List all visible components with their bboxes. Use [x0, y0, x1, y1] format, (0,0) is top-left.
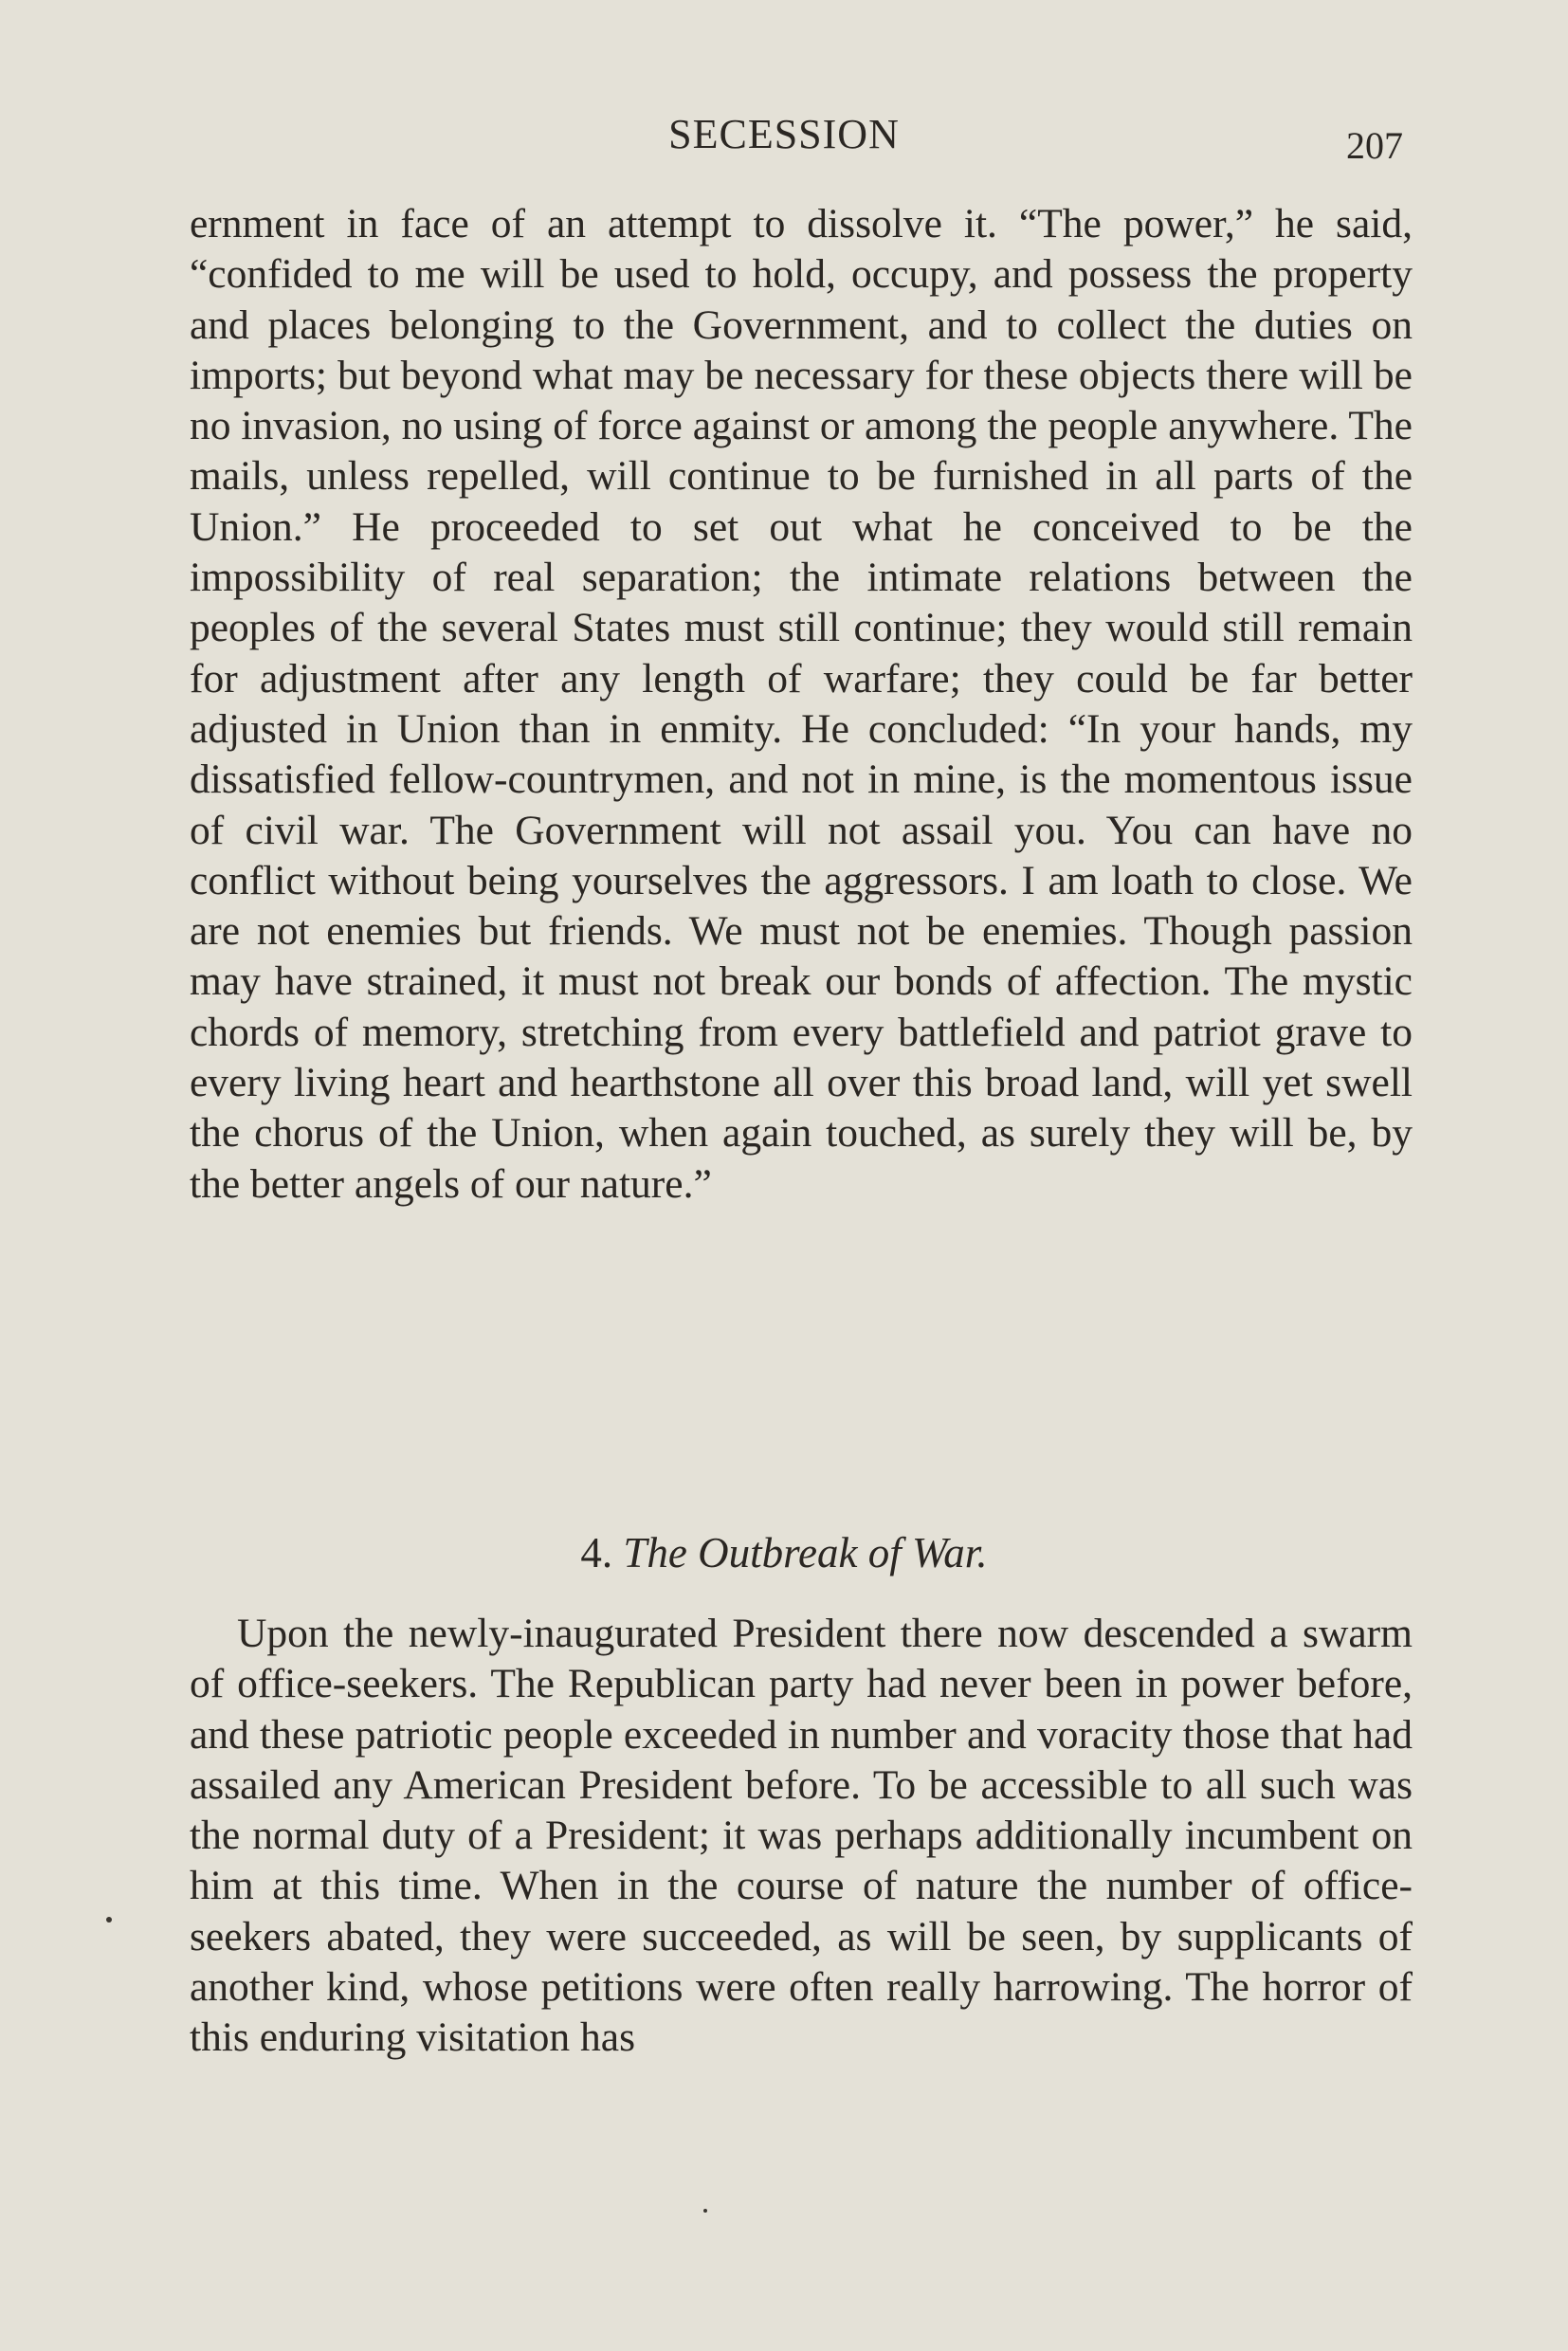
section-title: The Outbreak of War.: [623, 1529, 988, 1576]
body-paragraph-2: [190, 1609, 1413, 2064]
section-number: 4.: [580, 1529, 613, 1576]
body-paragraph-1: [190, 199, 1413, 1210]
paragraph-text: ernment in face of an attempt to dissolve it. “The power,” he said, “confided to me will be used to hold, occupy, and possess the property and places belonging to the Government, and to collect the duties on imports; but beyond what may be necessary for these objects there will be no invasion, no using of force against or among the people anywhere. The mails, unless repelled, will continue to be furnished in all parts of the Union.” He proceeded to set out what he conceived to be the impossibility of real separation; the intimate relations between the peoples of the several States must still continue; they would still remain for adjustment after any length of warfare; they could be far better adjusted in Union than in enmity. He concluded: “In your hands, my dissatisfied fellow-countrymen, and not in mine, is the momentous issue of civil war. The Government will not assail you. You can have no conflict without being yourselves the aggressors. I am loath to close. We are not enemies but friends. We must not be enemies. Though passion may have strained, it must not break our bonds of affection. The mystic chords of memory, stretching from every battlefield and patriot grave to every living heart and hearthstone all over this broad land, will yet swell the chorus of the Union, when again touched, as surely they will be, by the better angels of our nature.”: [190, 201, 1413, 1207]
section-heading: [0, 1528, 1568, 1577]
ink-speck: [106, 1917, 112, 1923]
running-head: SECESSION: [668, 111, 900, 157]
ink-speck: [703, 2209, 707, 2213]
paragraph-text: Upon the newly-inaugurated President there now descended a swarm of office-seekers. The Republican party had never been in power before, and these patriotic people exceeded in number and voracity those that had assailed any American President before. To be accessible to all such was the normal duty of a President; it was perhaps additionally incumbent on him at this time. When in the course of nature the number of office-seekers abated, they were succeeded, as will be seen, by supplicants of another kind, whose petitions were often really harrowing. The horror of this enduring visitation has: [190, 1611, 1413, 2061]
page-number: 207: [1346, 124, 1403, 167]
